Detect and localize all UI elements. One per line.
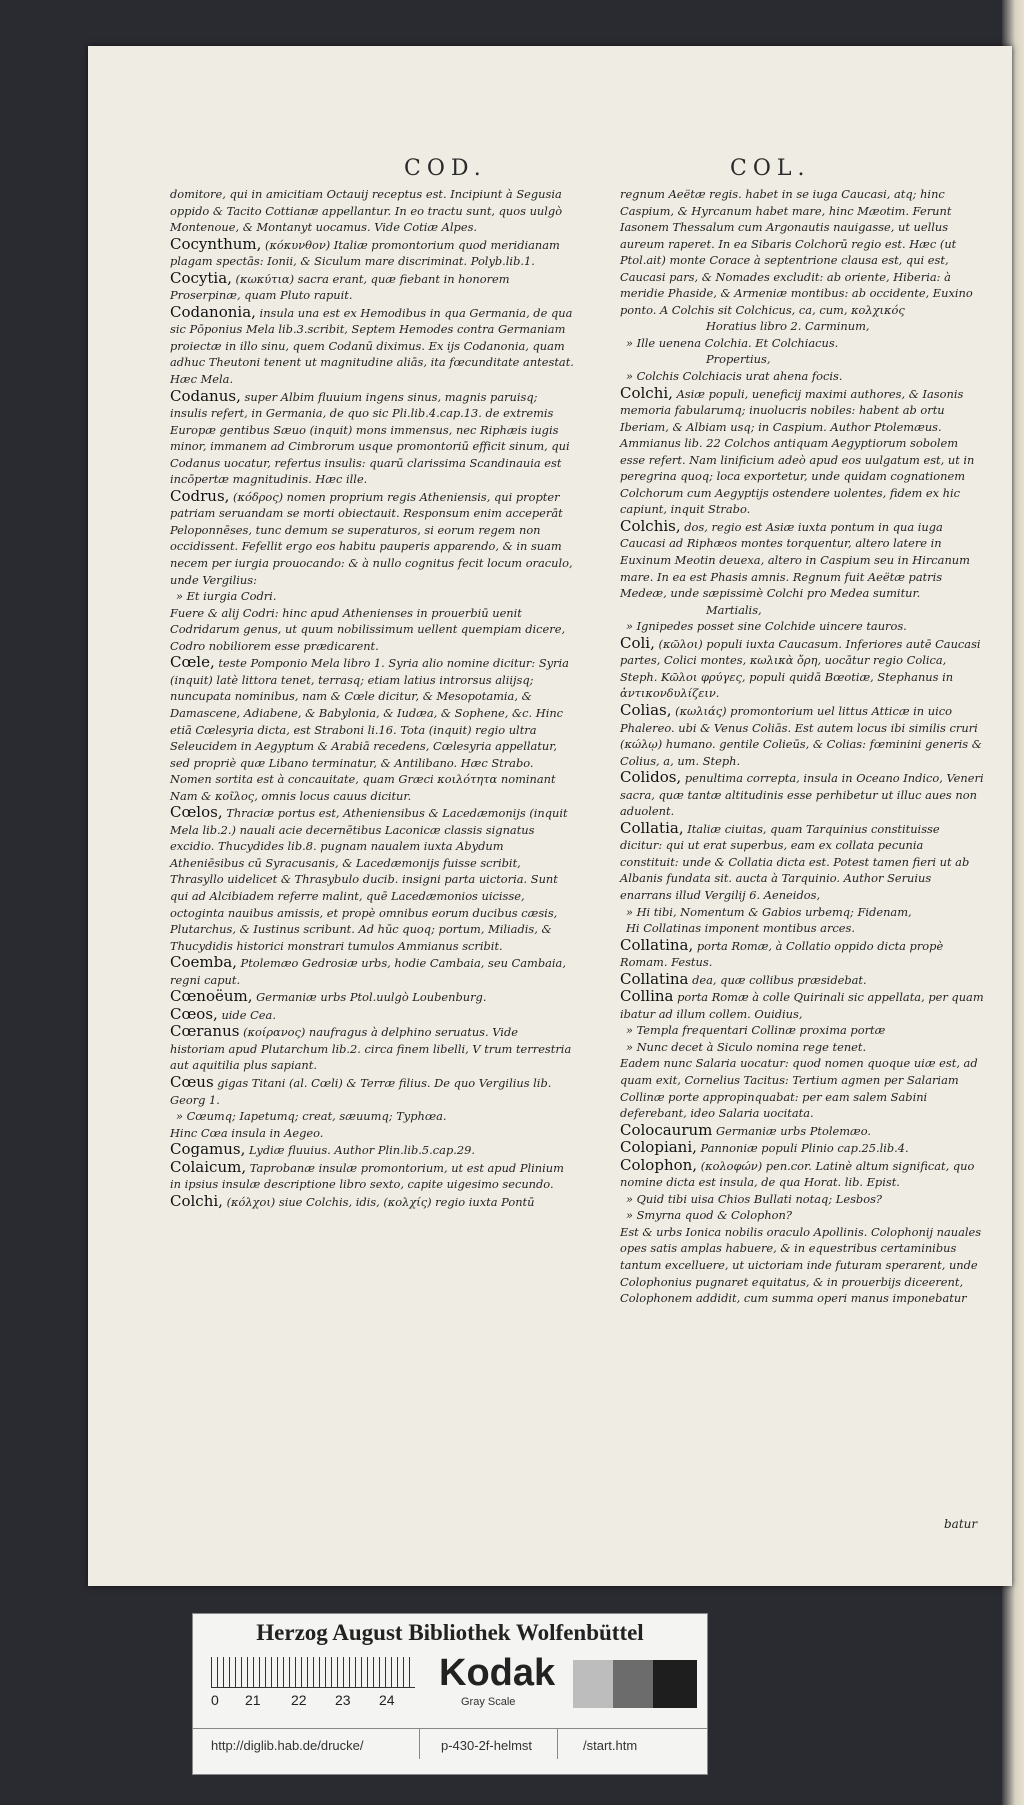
entry-definition: (κολοφών) pen.cor. Latinè altum significat, quo nomine dicta est insula, de qua Horat. lib. Epist.	[620, 1158, 975, 1190]
entry-headword: Colchi,	[170, 1191, 223, 1210]
entry-headword: Coli,	[620, 633, 655, 652]
entry-headword: Colocaurum	[620, 1120, 713, 1139]
entry-definition: teste Pomponio Mela libro 1. Syria alio nomine dicitur: Syria (inquit) latè littora tenet, terrasq; etiam latius introrsus aliijsq; nuncupata nominibus, nam & Cœle dicitur, & Mesopotamia, & Damascene, Adiabene, & Babylonia, & Iudæa, & Sophene, &c. Hinc etiā Cœlesyria dicta, est Straboni li.16. Tota (inquit) regio ultra Seleucidem in Aegyptum & Arabiā recedens, Cœlesyria appellatur, sed propriè quæ Libano terminatur, & Antilibano. Hæc Strabo. Nomen sortita est à concauitate, quam Græci κοιλότητα nominant Nam & κοῖλος, omnis locus cauus dicitur.	[170, 656, 569, 803]
url-right: /start.htm	[583, 1738, 638, 1753]
dictionary-entry	[170, 270, 576, 304]
entry-definition: Ptolemæo Gedrosiæ urbs, hodie Cambaia, seu Cambaia, regni caput.	[170, 956, 566, 987]
dictionary-entry	[170, 1193, 576, 1211]
entry-definition: porta Romæ à colle Quirinali sic appellata, per quam ibatur ad illum collem. Ouidius,	[620, 990, 984, 1021]
kodak-logo: Kodak	[439, 1652, 556, 1694]
entry-headword: Cœlos,	[170, 803, 223, 822]
entry-headword: Cocytia,	[170, 268, 232, 287]
entry-headword: Colchi,	[620, 383, 673, 402]
verse-quotation: » Nunc decet à Siculo nomina rege tenet.	[626, 1039, 867, 1054]
url-divider	[419, 1729, 420, 1759]
text-paragraph: domitore, qui in amicitiam Octauij receptus est. Incipiunt à Segusia oppido & Tacito Cottianæ appellantur. In eo tractu sunt, quos uulgò Montenoue, & Montanyt uocamus. Vide Cotiæ Alpes.	[170, 187, 563, 235]
ruler-number: 24	[379, 1692, 395, 1708]
entry-definition: dos, regio est Asiæ iuxta pontum in qua iuga Caucasi ad Riphæos montes torquentur, altero latere in Euxinum Meotin deuexa, altero in Caspium seu in Hircanum mare. In ea est Phasis amnis. Regnum fuit Aeëtæ patris Medeæ, unde sæpissimè Colchi pro Medea sumitur.	[620, 519, 970, 601]
verse-quotation: Hi Collatinas imponent montibus arces.	[626, 921, 855, 936]
catchword: batur	[944, 1517, 978, 1531]
entry-headword: Colias,	[620, 700, 672, 719]
target-card	[192, 1613, 708, 1775]
entry-definition: Germaniæ urbs Ptolemæo.	[716, 1123, 872, 1138]
entry-definition: (κόδρος) nomen proprium regis Atheniensis, qui propter patriam seruandam se morti obiectauit. Responsum enim acceperāt Peloponnēses, tunc demum se superaturos, si eorum regem non occidissent. Fefellit ergo eos habitu pauperis apparendo, & in suam necem per iurgia prouocando: & à nullo cognitus fecit locum oraculo, unde Vergilius:	[170, 489, 573, 587]
entry-headword: Cœle,	[170, 653, 215, 672]
verse-quotation: » Cœumq; Iapetumq; creat, sæuumq; Typhœa.	[176, 1109, 447, 1124]
library-name: Herzog August Bibliothek Wolfenbüttel	[256, 1620, 644, 1645]
entry-definition: Italiæ ciuitas, quam Tarquinius constituisse dicitur: qui ut erat superbus, eam ex collata pecunia constituit: unde & Collatia dicta est. Potest tamen fieri ut ab Albanis fundata sit. aucta à Tarquinio. Author Seruius enarrans illud Vergilij 6. Aeneidos,	[620, 821, 970, 902]
url-bar	[193, 1728, 707, 1759]
entry-definition: (κῶλοι) populi iuxta Caucasum. Inferiores autē Caucasi partes, Colici montes, κωλικὰ ὄρη, uocātur regio Colica, Steph. Κῶλοι φρύγες, populi quidā Bœotiæ, Stephanus in ἀντικονδυλίζειν.	[620, 636, 981, 701]
column-header-right: COL.	[730, 156, 811, 181]
ruler-number: 22	[291, 1692, 307, 1708]
entry-definition: Thraciæ portus est, Atheniensibus & Lacedæmonijs (inquit Mela lib.2.) nauali acie decernētibus Laconicæ classis signatus excidio. Thucydides lib.8. pugnam naualem iuxta Abydum Atheniēsibus cū Syracusanis, & Lacedæmonijs fuisse scribit, Thrasyllo uidelicet & Thrasybulo ducib. insigni parta uictoria. Sunt qui ad Alcibiadem referre malint, quē Lacedæmonios uicisse, octoginta nauibus amissis, et propè omnibus eorum ducibus cæsis, Plutarchus, & Iustinus scribunt. Ad hūc quoq; portum, Miliadis, & Thucydidis historici monstrari tumulos Ammianus scribit.	[170, 806, 568, 953]
gray-swatch-light	[573, 1660, 613, 1708]
dictionary-entry	[620, 937, 984, 971]
dictionary-entry	[620, 518, 984, 602]
dictionary-entry	[170, 988, 576, 1006]
verse-quotation: » Et iurgia Codri.	[176, 589, 277, 604]
entry-definition: Lydiæ fluuius. Author Plin.lib.5.cap.29.	[249, 1143, 475, 1158]
dictionary-entry	[620, 385, 984, 518]
entry-definition: (κωλιάς) promontorium uel littus Atticæ in uico Phalereo. ubi & Venus Coliās. Est autem locus ibi similis cruri (κώλῳ) humano. gentile Colieūs, & Colias: fœminini generis & Colius, a, um. Steph.	[620, 703, 982, 768]
right-column	[620, 186, 984, 1307]
entry-headword: Collatina	[620, 969, 689, 988]
source-author: Propertius,	[706, 352, 771, 367]
ruler-number: 23	[335, 1692, 351, 1708]
gray-swatch-dark	[653, 1660, 697, 1708]
entry-headword: Collina	[620, 987, 674, 1006]
url-divider	[557, 1729, 558, 1759]
entry-definition: insula una est ex Hemodibus in qua Germania, de qua sic Pōponius Mela lib.3.scribit, Septem Hemodes contra Germaniam proiectæ in illo sinu, quem Codanū diximus. Ex ijs Codanonia, quam adhuc Theutoni tenent ut magnitudine aliās, ita fœcunditate antestat. Hæc Mela.	[170, 305, 574, 387]
entry-definition: gigas Titani (al. Cœli) & Terræ filius. De quo Vergilius lib. Georg 1.	[170, 1075, 552, 1107]
entry-headword: Collatia,	[620, 818, 684, 837]
dictionary-entry	[170, 388, 576, 488]
dictionary-entry	[170, 1006, 576, 1024]
ruler-numbers	[211, 1692, 415, 1708]
dictionary-entry	[620, 971, 984, 989]
entry-definition: Asiæ populi, ueneficij maximi authores, & Iasonis memoria fabularumq; inuolucris nobiles: habent ab ortu Iberiam, & Albiam usq; in Caspium. Author Ptolemæus. Ammianus lib. 22 Colchos antiquam Aegyptiorum sobolem esse refert. Nam linificium adeò apud eos uulgatum est, ut in peregrina quoq; loca exportetur, unde quidam cognationem Colchorum cum Aegyptijs ostendere uolentes, fidem ex hic capiunt, inquit Strabo.	[620, 386, 975, 517]
entry-headword: Coemba,	[170, 953, 237, 972]
dictionary-entry	[170, 1141, 576, 1159]
verse-quotation: » Templa frequentari Collinæ proxima portæ	[626, 1023, 886, 1038]
dictionary-entry	[620, 635, 984, 702]
dictionary-entry	[620, 702, 984, 769]
text-paragraph: Eadem nunc Salaria uocatur: quod nomen quoque uiæ est, ad quam exit, Cornelius Tacitus: Tertium agmen per Salariam Collinæ porte appropinquabat: per eam salem Sabini deferebant, ideo Salaria uocitata.	[620, 1056, 978, 1121]
entry-definition: (κωκύτια) sacra erant, quæ fiebant in honorem Proserpinæ, quam Pluto rapuit.	[170, 271, 510, 303]
text-paragraph: Est & urbs Ionica nobilis oraculo Apollinis. Colophonij nauales opes satis amplas habuere, & in equestribus certaminibus tantum excelluere, ut uictoriam inde futuram sperarent, unde Colophonius pugnaret equitatus, & in prouerbijs diceerent, Colophonem addidit, cum summa operi manus imponebatur	[620, 1224, 982, 1306]
entry-definition: Pannoniæ populi Plinio cap.25.lib.4.	[700, 1141, 909, 1156]
source-author: Martialis,	[706, 602, 762, 617]
entry-headword: Codanonia,	[170, 302, 256, 321]
verse-quotation: » Hi tibi, Nomentum & Gabios urbemq; Fidenam,	[626, 904, 912, 919]
dictionary-entry	[170, 804, 576, 954]
verse-quotation: » Colchis Colchiacis urat ahena focis.	[626, 369, 843, 384]
entry-definition: (κόκυνθον) Italiæ promontorium quod meridianam plagam spectās: Ionii, & Siculum mare discriminat. Polyb.lib.1.	[170, 237, 560, 269]
dictionary-entry	[620, 988, 984, 1022]
entry-definition: (κοίρανος) naufragus à delphino seruatus. Vide historiam apud Plutarchum lib.2. circa finem libelli, V trum terrestria aut aquitilia plus sapiant.	[170, 1025, 572, 1073]
entry-definition: Taprobanæ insulæ promontorium, ut est apud Plinium in ipsius insulæ descriptione libro sexto, capite uigesimo secundo.	[170, 1160, 564, 1192]
dictionary-entry	[170, 1074, 576, 1108]
entry-definition: super Albim fluuium ingens sinus, magnis paruisq; insulis refert, in Germania, de quo sic Pli.lib.4.cap.13. de extremis Europæ gentibus Sæuo (inquit) mons immensus, nec Riphæis iugis minor, immanem ad Cimbrorum usque promontoriū efficit sinum, qui Codanus uocatur, refertus insulis: quarū clarissima Scandinauia est incōpertæ magnitudinis. Hæc ille.	[170, 389, 570, 487]
entry-headword: Cœranus	[170, 1022, 240, 1041]
entry-headword: Cogamus,	[170, 1140, 246, 1159]
url-left: http://diglib.hab.de/drucke/	[211, 1738, 364, 1753]
entry-headword: Colopiani,	[620, 1138, 697, 1157]
entry-headword: Colophon,	[620, 1155, 698, 1174]
entry-headword: Colidos,	[620, 768, 682, 787]
text-paragraph: regnum Aeëtæ regis. habet in se iuga Caucasi, atq; hinc Caspium, & Hyrcanum habet mare, hinc Mæotim. Ferunt Iasonem Thessalum cum Argonautis nauigasse, ut uellus aureum raperet. In ea Sibaris Colchorū regio est. Hæc (ut Ptol.ait) monte Corace à septentrione clausa est, qui est, Caucasi pars, & Nomades excludit: ab oriente, Hiberia: à meridie Phaside, & Armeniæ montibus: ab occidente, Euxino ponto. A Colchis sit Colchicus, ca, cum, κολχικός	[620, 187, 973, 317]
entry-headword: Colaicum,	[170, 1157, 247, 1176]
ruler-number: 0	[211, 1692, 219, 1708]
dictionary-entry	[170, 654, 576, 804]
dictionary-entry	[170, 1023, 576, 1074]
dictionary-entry	[170, 1159, 576, 1193]
entry-headword: Cœnoëum,	[170, 987, 253, 1006]
entry-headword: Codrus,	[170, 486, 230, 505]
dictionary-entry	[170, 954, 576, 988]
ruler-number: 21	[245, 1692, 261, 1708]
dictionary-entry	[620, 1139, 984, 1157]
text-paragraph: Hinc Cœa insula in Aegeo.	[170, 1125, 324, 1140]
dictionary-entry	[170, 236, 576, 270]
entry-definition: dea, quæ collibus præsidebat.	[692, 972, 867, 987]
gray-swatch-mid	[613, 1660, 653, 1708]
verse-quotation: » Quid tibi uisa Chios Bullati notaq; Lesbos?	[626, 1191, 883, 1206]
dictionary-entry	[170, 488, 576, 588]
dictionary-entry	[620, 1122, 984, 1140]
text-paragraph: Fuere & alij Codri: hinc apud Athenienses in prouerbiū uenit Codridarum genus, ut quum nobilissimum uellent quempiam dicere, Codro nobiliorem esse prædicarent.	[170, 605, 566, 653]
dictionary-entry	[620, 820, 984, 904]
scale-ruler	[211, 1657, 415, 1688]
verse-quotation: » Ille uenena Colchia. Et Colchiacus.	[626, 335, 839, 350]
verse-quotation: » Smyrna quod & Colophon?	[626, 1208, 792, 1223]
verse-quotation: » Ignipedes posset sine Colchide uincere tauros.	[626, 619, 907, 634]
entry-definition: porta Romæ, à Collatio oppido dicta propè Romam. Festus.	[620, 938, 944, 970]
left-column	[170, 186, 576, 1210]
source-author: Horatius libro 2. Carminum,	[706, 319, 870, 334]
dictionary-entry	[170, 304, 576, 388]
dictionary-entry	[620, 1157, 984, 1191]
dictionary-entry	[620, 769, 984, 820]
entry-headword: Collatina,	[620, 935, 694, 954]
entry-definition: (κόλχοι) siue Colchis, idis, (κολχίς) regio iuxta Pontū	[226, 1194, 535, 1209]
column-header-left: COD.	[404, 156, 487, 181]
entry-definition: Germaniæ urbs Ptol.uulgò Loubenburg.	[256, 990, 487, 1005]
entry-headword: Colchis,	[620, 516, 681, 535]
url-mid: p-430-2f-helmst	[441, 1738, 533, 1753]
entry-headword: Cœus	[170, 1072, 214, 1091]
gray-scale-label: Gray Scale	[461, 1696, 516, 1708]
entry-definition: uide Cea.	[221, 1007, 276, 1022]
entry-definition: penultima correpta, insula in Oceano Indico, Veneri sacra, quæ tantæ altitudinis esse perhibetur ut illuc aues non aduolent.	[620, 771, 984, 819]
entry-headword: Codanus,	[170, 386, 241, 405]
entry-headword: Cœos,	[170, 1004, 218, 1023]
entry-headword: Cocynthum,	[170, 234, 262, 253]
